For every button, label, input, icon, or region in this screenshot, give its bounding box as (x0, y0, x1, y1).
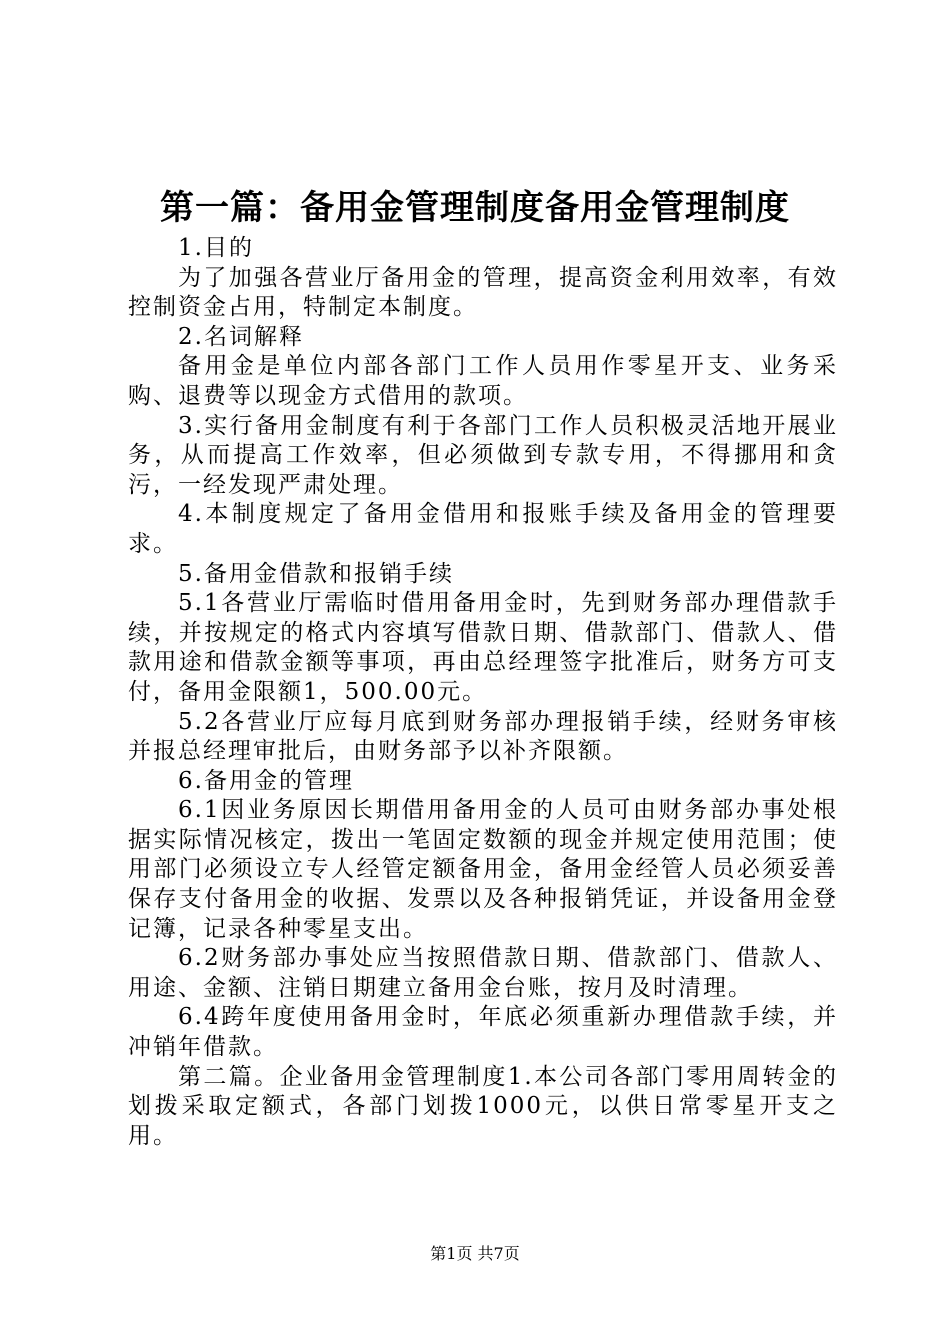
paragraph: 备用金是单位内部各部门工作人员用作零星开支、业务采购、退费等以现金方式借用的款项。 (128, 353, 838, 409)
paragraph: 5.1各营业厅需临时借用备用金时，先到财务部办理借款手续，并按规定的格式内容填写借款日期、借款部门、借款人、借款用途和借款金额等事项，再由总经理签字批准后，财务方可支付，备用金限额1，500.00元。 (128, 590, 838, 705)
paragraph-heading-procedures: 5.备用金借款和报销手续 (178, 560, 454, 587)
paragraph: 第二篇。企业备用金管理制度1.本公司各部门零用周转金的划拨采取定额式，各部门划拨1000元，以供日常零星开支之用。 (128, 1063, 838, 1149)
document-body (128, 234, 838, 1151)
paragraph: 4.本制度规定了备用金借用和报账手续及备用金的管理要求。 (128, 501, 838, 557)
paragraph: 3.实行备用金制度有利于各部门工作人员积极灵活地开展业务，从而提高工作效率，但必须做到专款专用，不得挪用和贪污，一经发现严肃处理。 (128, 412, 838, 498)
document-title: 第一篇：备用金管理制度备用金管理制度 (160, 188, 790, 228)
paragraph-heading-management: 6.备用金的管理 (178, 767, 354, 794)
paragraph: 6.4跨年度使用备用金时，年底必须重新办理借款手续，并冲销年借款。 (128, 1004, 838, 1061)
paragraph-heading-purpose: 1.目的 (178, 235, 254, 261)
paragraph-heading-definitions: 2.名词解释 (178, 323, 304, 350)
paragraph: 6.2财务部办事处应当按照借款日期、借款部门、借款人、用途、金额、注销日期建立备用金台账，按月及时清理。 (128, 945, 838, 1001)
paragraph: 6.1因业务原因长期借用备用金的人员可由财务部办事处根据实际情况核定，拨出一笔固定数额的现金并规定使用范围；使用部门必须设立专人经管定额备用金，备用金经管人员必须妥善保存支付备用金的收据、发票以及各种报销凭证，并设备用金登记簿，记录各种零星支出。 (128, 797, 838, 942)
page-footer: 第1页 共7页 (430, 1244, 520, 1263)
paragraph: 5.2各营业厅应每月底到财务部办理报销手续，经财务审核并报总经理审批后，由财务部予以补齐限额。 (128, 708, 838, 765)
paragraph: 为了加强各营业厅备用金的管理，提高资金利用效率，有效控制资金占用，特制定本制度。 (128, 264, 838, 321)
